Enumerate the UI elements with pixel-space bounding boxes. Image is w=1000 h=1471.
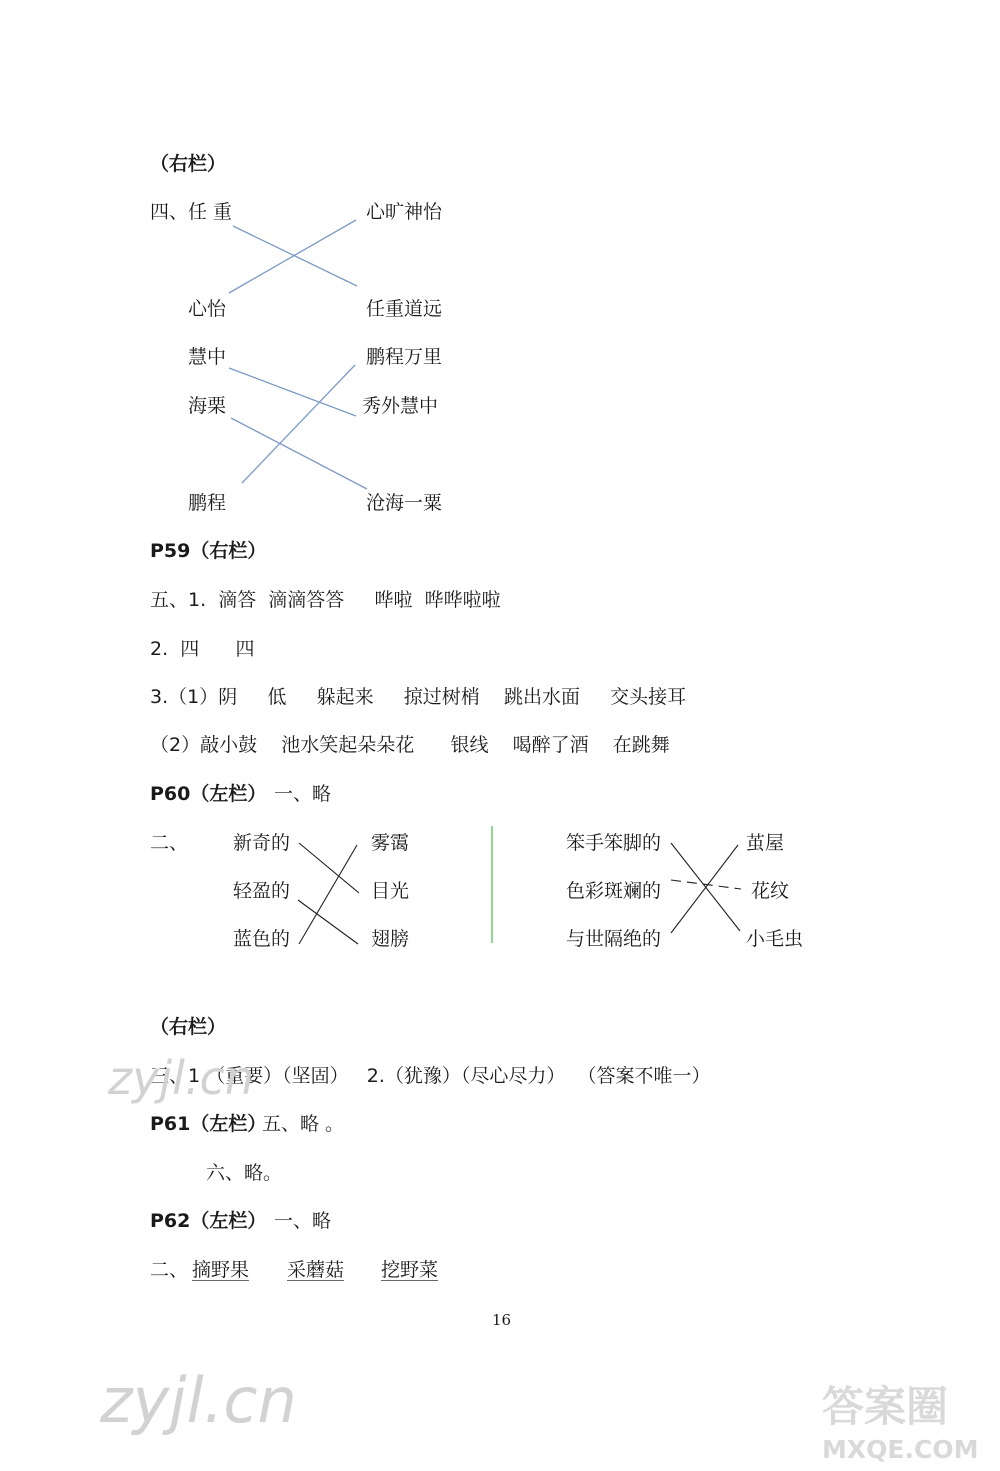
p60-q1: 一、略 [274, 783, 332, 805]
q5-3-2-answer: （2）敲小鼓 池水笑起朵朵花 银线 喝醉了酒 在跳舞 [150, 734, 670, 756]
p62-answer-3: 挖野菜 [381, 1259, 439, 1281]
q3-answer: 三、1.（重要）（坚固） 2.（犹豫）（尽心尽力） （答案不唯一） [150, 1065, 711, 1087]
p62-header: P62（左栏） [150, 1210, 267, 1232]
watermark-logo: 答案圈 [822, 1382, 949, 1431]
match-line-3 [229, 368, 356, 416]
match-right-1: 心旷神怡 [366, 201, 443, 223]
noun-b-right-2: 花纹 [751, 880, 790, 902]
p62-q2-label: 二、 [150, 1259, 189, 1281]
match-left-5: 鹏程 [188, 492, 227, 514]
p59-header: P59（右栏） [150, 540, 267, 562]
p60-q2-label: 二、 [150, 832, 189, 854]
p61-q6: 六、略。 [206, 1162, 283, 1184]
q5-2-answer: 2. 四 四 [150, 638, 255, 660]
match-right-4: 秀外慧中 [362, 395, 439, 417]
section-header-right-1: （右栏） [150, 153, 227, 175]
match-line-1 [233, 226, 357, 286]
match-right-5: 沧海一粟 [366, 492, 443, 514]
adj-left-3: 蓝色的 [233, 928, 291, 950]
section-header-right-2: （右栏） [150, 1016, 227, 1038]
p62-answer-1: 摘野果 [192, 1259, 250, 1281]
p62-q1: 一、略 [274, 1210, 332, 1232]
match-left-3: 慧中 [188, 346, 227, 368]
match-line-5 [242, 365, 355, 483]
adj-b-left-1: 笨手笨脚的 [566, 832, 662, 854]
match-line-6 [299, 843, 359, 893]
match-right-3: 鹏程万里 [366, 346, 443, 368]
match-line-11 [671, 845, 738, 933]
noun-b-right-1: 茧屋 [746, 832, 785, 854]
noun-b-right-3: 小毛虫 [746, 928, 804, 950]
watermark-zyjl-1: zyjl.cn [108, 1051, 254, 1105]
match-line-4 [231, 418, 367, 489]
noun-right-3: 翅膀 [371, 928, 410, 950]
watermark-zyjl-2: zyjl.cn [100, 1364, 297, 1437]
match-line-2 [229, 220, 356, 293]
adj-left-2: 轻盈的 [233, 880, 291, 902]
match-left-4: 海栗 [188, 395, 227, 417]
q5-3-1-answer: 3.（1）阴 低 躲起来 掠过树梢 跳出水面 交头接耳 [150, 686, 687, 708]
question-4-label: 四、 [150, 201, 189, 223]
p61-header: P61（左栏） [150, 1113, 267, 1135]
match-line-8 [299, 845, 357, 944]
p60-header: P60（左栏） [150, 783, 267, 805]
noun-right-2: 目光 [371, 880, 410, 902]
adj-left-1: 新奇的 [233, 832, 291, 854]
p62-answer-2: 采蘑菇 [287, 1259, 345, 1281]
match-left-1: 任 重 [188, 201, 233, 223]
match-left-2: 心怡 [188, 298, 227, 320]
p61-q5: 五、略 。 [262, 1113, 345, 1135]
adj-b-left-2: 色彩斑斓的 [566, 880, 662, 902]
q5-1-answer: 五、1. 滴答 滴滴答答 哗啦 哗哗啦啦 [150, 589, 501, 611]
page-number: 16 [492, 1311, 512, 1329]
adj-b-left-3: 与世隔绝的 [566, 928, 662, 950]
noun-right-1: 雾霭 [371, 832, 410, 854]
match-line-7 [298, 900, 358, 944]
match-right-2: 任重道远 [366, 298, 443, 320]
watermark-site: MXQE.COM [822, 1435, 979, 1464]
